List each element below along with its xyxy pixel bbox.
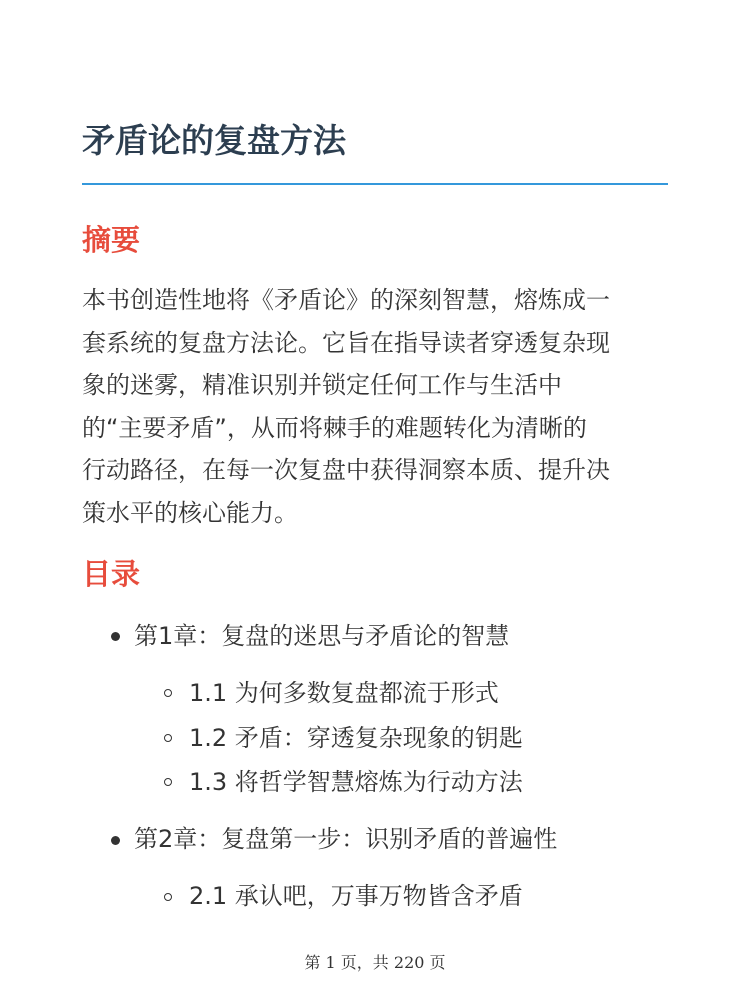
document-title: 矛盾论的复盘方法	[82, 121, 346, 160]
page-number-footer: 第 1 页，共 220 页	[304, 953, 446, 972]
bullet-circle-icon	[164, 778, 172, 786]
toc-section-1-1[interactable]: 1.1 为何多数复盘都流于形式	[189, 679, 499, 707]
abstract-paragraph	[82, 279, 672, 534]
abstract-line: 象的迷雾，精准识别并锁定任何工作与生活中	[82, 371, 562, 399]
bullet-circle-icon	[164, 893, 172, 901]
toc-heading: 目录	[82, 557, 141, 591]
abstract-line: 套系统的复盘方法论。它旨在指导读者穿透复杂现	[82, 328, 610, 357]
bullet-disc-icon	[111, 836, 120, 845]
toc-section-1-3[interactable]: 1.3 将哲学智慧熔炼为行动方法	[189, 768, 523, 796]
bullet-circle-icon	[164, 689, 172, 697]
bullet-disc-icon	[111, 632, 120, 641]
bullet-circle-icon	[164, 734, 172, 742]
abstract-line: 的“主要矛盾”，从而将棘手的难题转化为清晰的	[82, 413, 587, 442]
abstract-heading: 摘要	[82, 223, 141, 257]
title-divider	[82, 183, 668, 185]
abstract-line: 行动路径，在每一次复盘中获得洞察本质、提升决	[82, 456, 610, 484]
abstract-line: 策水平的核心能力。	[82, 498, 298, 527]
abstract-line: 本书创造性地将《矛盾论》的深刻智慧，熔炼成一	[82, 286, 610, 314]
toc-chapter-1[interactable]: 第1章：复盘的迷思与矛盾论的智慧	[134, 622, 510, 650]
toc-section-2-1[interactable]: 2.1 承认吧，万事万物皆含矛盾	[189, 882, 523, 910]
toc-section-1-2[interactable]: 1.2 矛盾：穿透复杂现象的钥匙	[189, 724, 523, 752]
toc-chapter-2[interactable]: 第2章：复盘第一步：识别矛盾的普遍性	[134, 825, 558, 853]
